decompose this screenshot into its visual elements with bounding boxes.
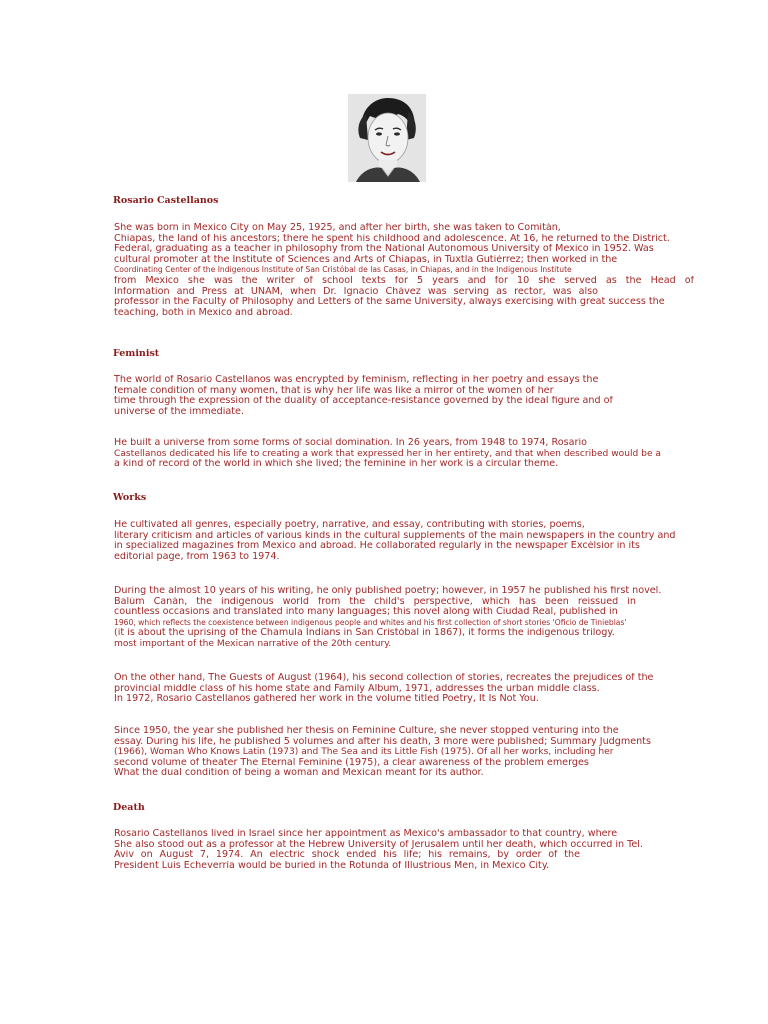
works-paragraph-2: [114, 586, 694, 650]
text-line: The world of Rosario Castellanos was encrypted by feminism, reflecting in her poetry and essays the: [114, 375, 599, 385]
section-heading-feminist: Feminist: [113, 348, 160, 359]
text-line: Chiapas, the land of his ancestors; there he spent his childhood and adolescence. At 16, he returned to the District.: [114, 233, 670, 244]
text-line: cultural promoter at the Institute of Sciences and Arts of Chiapas, in Tuxtla Gutiérrez; then worked in the: [114, 254, 618, 265]
text-line: editorial page, from 1963 to 1974.: [114, 551, 280, 562]
section-heading-works: Works: [113, 492, 147, 503]
text-line: Aviv on August 7, 1974. An electric shock ended his life; his remains, by order of the: [114, 850, 580, 861]
text-line: countless occasions and translated into many languages; this novel along with Ciudad Real, published in: [114, 607, 618, 618]
text-line: She also stood out as a professor at the Hebrew University of Jerusalem until her death, which occurred in Tel.: [114, 839, 644, 850]
text-line: second volume of theater The Eternal Feminine (1975), a clear awareness of the problem emerges: [114, 757, 589, 768]
text-line: Coordinating Center of the Indigenous Institute of San Cristóbal de las Casas, in Chiapas, and in the Indigenous Institute: [114, 265, 572, 275]
text-line: a kind of record of the world in which she lived; the feminine in her work is a circular theme.: [114, 459, 559, 470]
text-line: He cultivated all genres, especially poetry, narrative, and essay, contributing with stories, poems,: [114, 520, 585, 530]
text-line: What the dual condition of being a woman and Mexican meant for its author.: [114, 768, 484, 779]
woman-portrait-icon: [348, 94, 426, 182]
text-line: female condition of many women, that is why her life was like a mirror of the women of her: [114, 385, 554, 396]
intro-paragraph: [114, 223, 694, 318]
death-paragraph-1: [114, 829, 694, 871]
text-line: universe of the immediate.: [114, 406, 244, 417]
page-title: Rosario Castellanos: [113, 195, 219, 206]
text-line: Information and Press at UNAM, when Dr. Ignacio Chávez was serving as rector, was also: [114, 286, 598, 297]
feminist-paragraph-1: [114, 375, 694, 417]
works-paragraph-3: [114, 673, 694, 705]
text-line: teaching, both in Mexico and abroad.: [114, 307, 293, 318]
works-paragraph-4: [114, 726, 694, 779]
text-line: from Mexico she was the writer of school texts for 5 years and for 10 she served as the Head of: [114, 275, 694, 286]
text-line: During the almost 10 years of his writing, he only published poetry; however, in 1957 he published his first novel.: [114, 586, 662, 596]
text-line: 1960, which reflects the coexistence between indigenous people and whites and his first collection of short stories 'Oficio de Tinieblas': [114, 617, 627, 627]
text-line: He built a universe from some forms of social domination. In 26 years, from 1948 to 1974, Rosario: [114, 438, 587, 448]
text-line: essay. During his life, he published 5 volumes and after his death, 3 more were published; Summary Judgments: [114, 736, 651, 747]
text-line: Balúm Canán, the indigenous world from the child's perspective, which has been reissued in: [114, 596, 636, 607]
works-paragraph-1: [114, 520, 694, 562]
text-line: On the other hand, The Guests of August (1964), his second collection of stories, recreates the prejudices of the: [114, 673, 654, 683]
text-line: Rosario Castellanos lived in Israel since her appointment as Mexico's ambassador to that country, where: [114, 829, 618, 839]
portrait-image: [348, 94, 426, 182]
text-line: (1966), Woman Who Knows Latin (1973) and The Sea and its Little Fish (1975). Of all her works, including her: [114, 747, 614, 758]
text-line: Federal, graduating as a teacher in philosophy from the National Autonomous University of Mexico in 1952. Was: [114, 244, 654, 255]
text-line: (it is about the uprising of the Chamula Indians in San Cristóbal in 1867), it forms the indigenous trilogy.: [114, 628, 615, 639]
text-line: Since 1950, the year she published her thesis on Feminine Culture, she never stopped venturing into the: [114, 726, 619, 736]
text-line: In 1972, Rosario Castellanos gathered her work in the volume titled Poetry, It Is Not You.: [114, 694, 539, 705]
text-line: time through the expression of the duality of acceptance-resistance governed by the ideal figure and of: [114, 396, 613, 407]
text-line: Castellanos dedicated his life to creating a work that expressed her in her entirety, and that when described would be a: [114, 448, 662, 459]
text-line: in specialized magazines from Mexico and abroad. He collaborated regularly in the newspaper Excélsior in its: [114, 541, 640, 552]
text-line: professor in the Faculty of Philosophy and Letters of the same University, always exercising with great success the: [114, 297, 665, 308]
text-line: provincial middle class of his home state and Family Album, 1971, addresses the urban middle class.: [114, 683, 600, 694]
text-line: She was born in Mexico City on May 25, 1925, and after her birth, she was taken to Comitán,: [114, 223, 561, 233]
text-line: most important of the Mexican narrative of the 20th century.: [114, 638, 392, 649]
section-heading-death: Death: [113, 802, 145, 813]
text-line: literary criticism and articles of various kinds in the cultural supplements of the main newspapers in the country and: [114, 530, 676, 541]
feminist-paragraph-2: [114, 438, 694, 470]
text-line: President Luis Echeverría would be buried in the Rotunda of Illustrious Men, in Mexico City.: [114, 860, 550, 871]
